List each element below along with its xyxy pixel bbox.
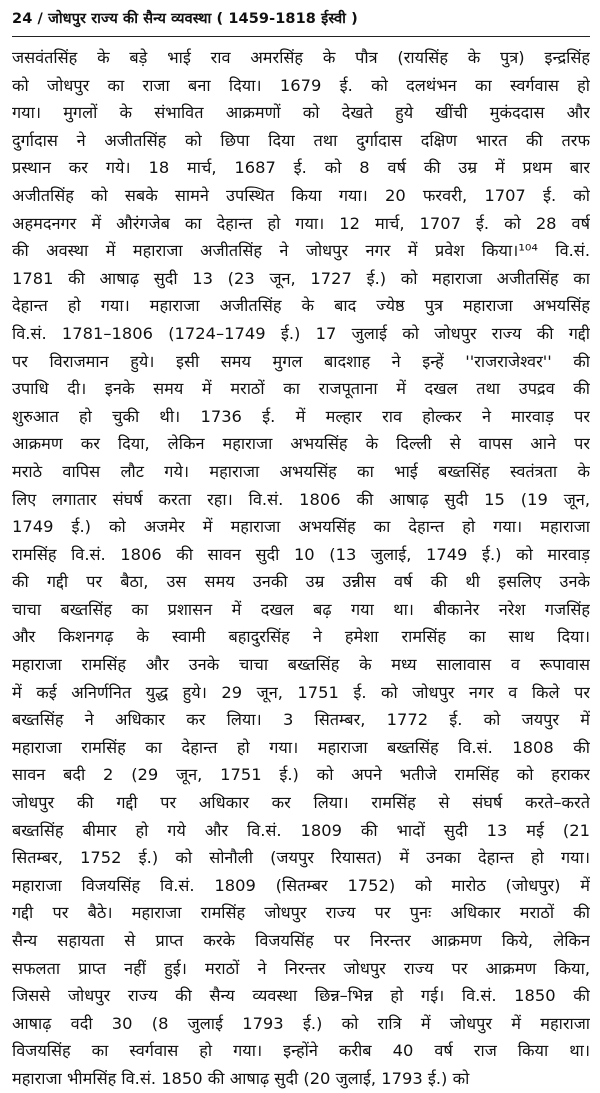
text-line: महाराजा रामसिंह और उनके चाचा बख्तसिंह के मध्य सालावास व रूपावास: [12, 655, 590, 675]
header-rule: [12, 36, 590, 37]
text-line: लिए लगातार संघर्ष करता रहा। वि.सं. 1806 की आषाढ़ सुदी 15 (19 जून,: [12, 489, 590, 509]
text-line: आषाढ़ वदी 30 (8 जुलाई 1793 ई.) को रात्रि में जोधपुर में महाराजा: [12, 1013, 590, 1033]
text-line: को जोधपुर का राजा बना दिया। 1679 ई. को दलथंभन का स्वर्गवास हो: [12, 75, 590, 95]
text-line: चाचा बख्तसिंह का प्रशासन में दखल बढ़ गया था। बीकानेर नरेश गजसिंह: [12, 599, 590, 619]
text-line: की गद्दी पर बैठा, उस समय उनकी उम्र उन्नीस वर्ष की थी इसलिए उनके: [12, 572, 590, 592]
text-line: विजयसिंह का स्वर्गवास हो गया। इन्होंने करीब 40 वर्ष राज किया था।: [12, 1041, 590, 1061]
text-line: पर विराजमान हुये। इसी समय मुगल बादशाह ने इन्हें ''राजराजेश्वर'' की: [12, 351, 590, 371]
body-text: [12, 44, 590, 1093]
text-line: गया। मुगलों के संभावित आक्रमणों को देखते हुये खींची मुकंददास और: [12, 103, 590, 123]
text-line: जिससे जोधपुर राज्य की सैन्य व्यवस्था छिन्न–भिन्न हो गई। वि.सं. 1850 की: [12, 986, 590, 1006]
text-line: महाराजा भीमसिंह वि.सं. 1850 की आषाढ़ सुदी (20 जुलाई, 1793 ई.) को: [12, 1068, 470, 1088]
text-line: महाराजा विजयसिंह वि.सं. 1809 (सितम्बर 1752) को मारोठ (जोधपुर) में: [12, 875, 590, 895]
text-line: जसवंतसिंह के बड़े भाई राव अमरसिंह के पौत्र (रायसिंह के पुत्र) इन्द्रसिंह: [12, 48, 590, 67]
text-line: गद्दी पर बैठे। महाराजा रामसिंह जोधपुर राज्य पर पुनः अधिकार मराठों की: [12, 903, 590, 923]
text-line: शुरुआत हो चुकी थी। 1736 ई. में मल्हार राव होल्कर ने मारवाड़ पर: [12, 406, 590, 426]
text-line: बख्तसिंह ने अधिकार कर लिया। 3 सितम्बर, 1772 ई. को जयपुर में: [12, 710, 590, 730]
text-line: प्रस्थान कर गये। 18 मार्च, 1687 ई. को 8 वर्ष की उम्र में प्रथम बार: [12, 158, 590, 178]
text-line: महाराजा रामसिंह का देहान्त हो गया। महाराजा बख्तसिंह वि.सं. 1808 की: [12, 737, 590, 757]
text-line: 1749 ई.) को अजमेर में महाराजा अभयसिंह का देहान्त हो गया। महाराजा: [12, 517, 590, 537]
text-line: मराठे वापिस लौट गये। महाराजा अभयसिंह का भाई बख्तसिंह स्वतंत्रता के: [12, 461, 590, 481]
text-line: की अवस्था में महाराजा अजीतसिंह ने जोधपुर नगर में प्रवेश किया।¹⁰⁴ वि.सं.: [12, 241, 590, 261]
text-line: देहान्त हो गया। महाराजा अजीतसिंह के बाद ज्येष्ठ पुत्र महाराजा अभयसिंह: [12, 296, 590, 316]
text-line: सावन बदी 2 (29 जून, 1751 ई.) को अपने भतीजे रामसिंह को हराकर: [12, 765, 590, 785]
text-line: दुर्गादास ने अजीतसिंह को छिपा दिया तथा दुर्गादास दक्षिण भारत की तरफ: [12, 130, 590, 150]
text-line: सफलता प्राप्त नहीं हुई। मराठों ने निरन्तर जोधपुर राज्य पर आक्रमण किया,: [12, 958, 590, 978]
text-line: में कई अनिर्णनित युद्ध हुये। 29 जून, 1751 ई. को जोधपुर नगर व किले पर: [12, 682, 590, 702]
text-line: वि.सं. 1781–1806 (1724–1749 ई.) 17 जुलाई को जोधपुर राज्य की गद्दी: [12, 323, 590, 343]
text-line: 1781 की आषाढ़ सुदी 13 (23 जून, 1727 ई.) को महाराजा अजीतसिंह का: [12, 268, 590, 288]
text-line: बख्तसिंह बीमार हो गये और वि.सं. 1809 की भादों सुदी 13 मई (21: [12, 820, 590, 840]
text-line: सैन्य सहायता से प्राप्त करके विजयसिंह पर निरन्तर आक्रमण किये, लेकिन: [12, 931, 590, 950]
text-line: उपाधि दी। इनके समय में मराठों का राजपूताना में दखल तथा उपद्रव की: [12, 379, 590, 399]
text-line: सितम्बर, 1752 ई.) को सोनौली (जयपुर रियासत) में उनका देहान्त हो गया।: [12, 848, 590, 868]
running-head: 24 / जोधपुर राज्य की सैन्य व्यवस्था ( 1459-1818 ईस्वी ): [12, 11, 358, 27]
text-line: आक्रमण कर दिया, लेकिन महाराजा अभयसिंह के दिल्ली से वापस आने पर: [12, 434, 590, 454]
text-line: अजीतसिंह को सबके सामने उपस्थित किया गया। 20 फरवरी, 1707 ई. को: [12, 185, 590, 205]
text-line: जोधपुर की गद्दी पर अधिकार कर लिया। रामसिंह से संघर्ष करते–करते: [12, 793, 590, 813]
text-line: रामसिंह वि.सं. 1806 की सावन सुदी 10 (13 जुलाई, 1749 ई.) को मारवाड़: [12, 544, 590, 564]
text-line: और किशनगढ़ के स्वामी बहादुरसिंह ने हमेशा रामसिंह का साथ दिया।: [12, 627, 590, 647]
text-line: अहमदनगर में औरंगजेब का देहान्त हो गया। 12 मार्च, 1707 ई. को 28 वर्ष: [12, 213, 590, 233]
